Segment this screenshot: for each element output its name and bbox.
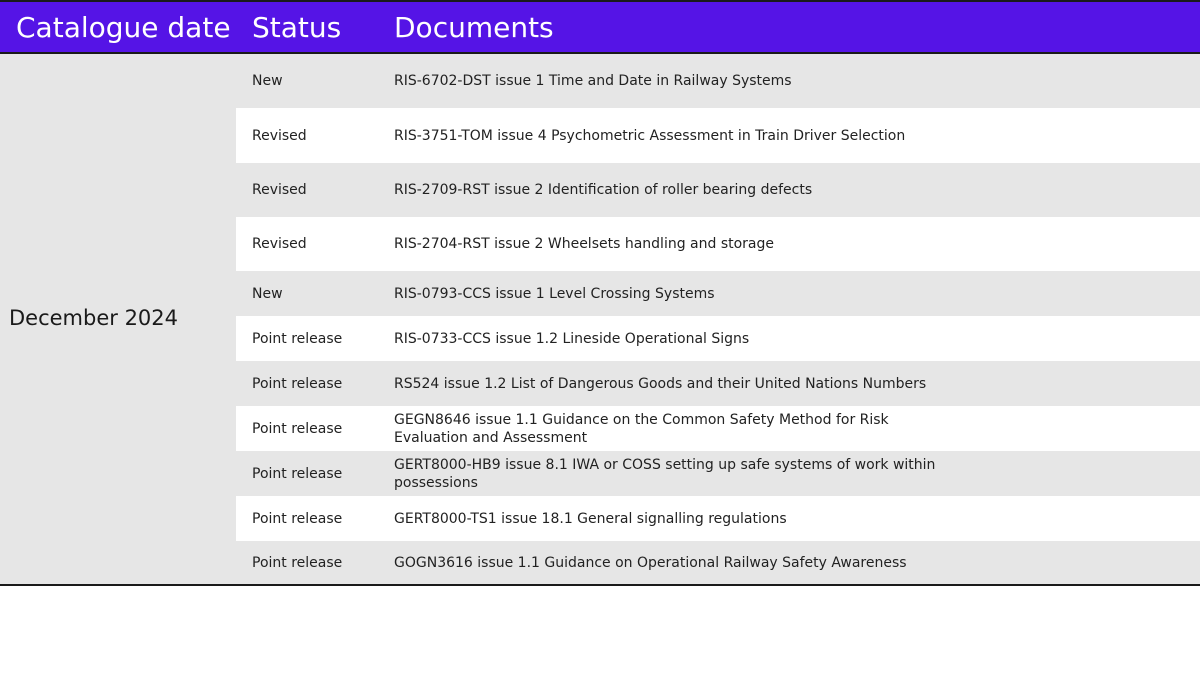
table-row [236, 217, 1200, 271]
row-status: Revised [252, 236, 307, 252]
row-document: RIS-2709-RST issue 2 Identification of roller bearing defects [394, 182, 813, 198]
row-status: Point release [252, 330, 343, 347]
header-catalogue-date: Catalogue date [16, 11, 231, 44]
table-row [236, 163, 1200, 217]
table-header [0, 0, 1200, 54]
row-document: RIS-3751-TOM issue 4 Psychometric Assessment in Train Driver Selection [394, 127, 906, 144]
row-status: Revised [252, 127, 307, 144]
table-row [236, 271, 1200, 316]
row-document: GERT8000-HB9 issue 8.1 IWA or COSS setting up safe systems of work within possessions [394, 456, 936, 491]
table-row [236, 54, 1200, 108]
row-status: Point release [252, 510, 343, 527]
row-document: GERT8000-TS1 issue 18.1 General signalling regulations [394, 510, 787, 527]
row-status: Point release [252, 375, 343, 392]
row-document: GEGN8646 issue 1.1 Guidance on the Common Safety Method for Risk Evaluation and Assessment [394, 411, 889, 446]
table-row [236, 406, 1200, 451]
header-documents: Documents [394, 11, 554, 44]
row-document: RS524 issue 1.2 List of Dangerous Goods and their United Nations Numbers [394, 375, 927, 392]
table-row [236, 451, 1200, 496]
table-row [236, 541, 1200, 584]
table-row [236, 496, 1200, 541]
row-status: Point release [252, 465, 343, 482]
row-status: New [252, 73, 283, 89]
header-status: Status [252, 11, 342, 44]
table-row [236, 316, 1200, 361]
catalogue-date-cell [0, 54, 236, 584]
catalogue-date-value: December 2024 [9, 306, 179, 330]
table-row [236, 108, 1200, 163]
row-document: RIS-0793-CCS issue 1 Level Crossing Systems [394, 285, 715, 302]
row-status: Point release [252, 420, 343, 437]
row-document: RIS-0733-CCS issue 1.2 Lineside Operational Signs [394, 330, 750, 347]
row-status: Point release [252, 554, 343, 571]
table-body [0, 54, 1200, 586]
row-status: New [252, 285, 283, 302]
row-status: Revised [252, 182, 307, 198]
row-document: GOGN3616 issue 1.1 Guidance on Operational Railway Safety Awareness [394, 554, 907, 571]
table-row [236, 361, 1200, 406]
row-document: RIS-2704-RST issue 2 Wheelsets handling and storage [394, 236, 775, 252]
row-document: RIS-6702-DST issue 1 Time and Date in Railway Systems [394, 73, 792, 89]
